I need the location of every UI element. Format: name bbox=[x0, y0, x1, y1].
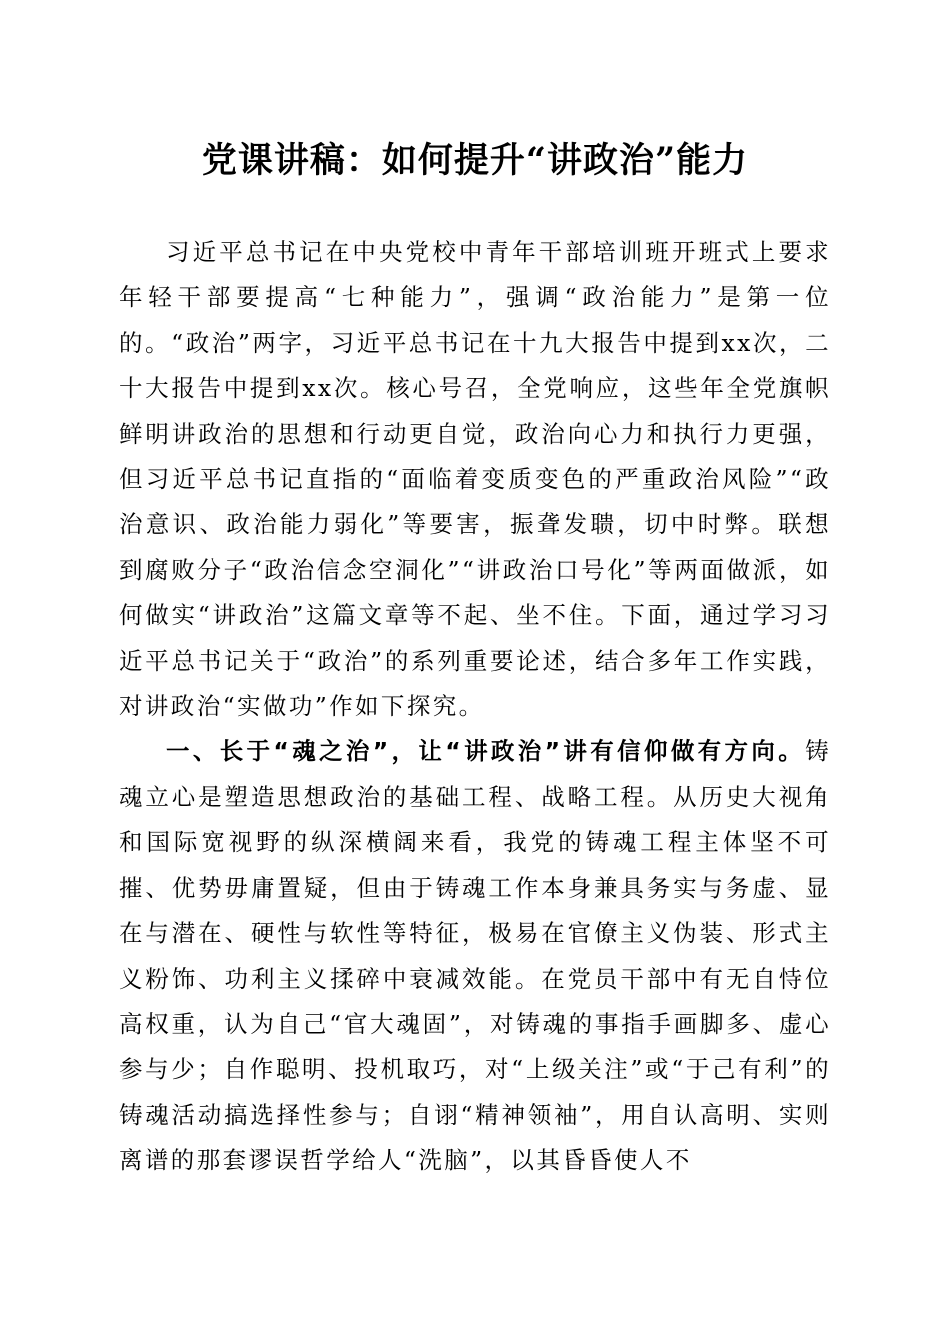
section-1-paragraph bbox=[119, 729, 831, 1183]
intro-paragraph: 习近平总书记在中央党校中青年干部培训班开班式上要求年轻干部要提高“七种能力”，强调“政治能力”是第一位的。“政治”两字，习近平总书记在十九大报告中提到xx次，二十大报告中提到xx次。核心号召，全党响应，这些年全党旗帜鲜明讲政治的思想和行动更自觉，政治向心力和执行力更强，但习近平总书记直指的“面临着变质变色的严重政治风险”“政治意识、政治能力弱化”等要害，振聋发聩，切中时弊。联想到腐败分子“政治信念空洞化”“讲政治口号化”等两面做派，如何做实“讲政治”这篇文章等不起、坐不住。下面，通过学习习近平总书记关于“政治”的系列重要论述，结合多年工作实践，对讲政治“实做功”作如下探究。 bbox=[119, 238, 831, 721]
section-1-heading: 一、长于“魂之治”，让“讲政治”讲有信仰做有方向。 bbox=[166, 737, 806, 766]
document-title: 党课讲稿：如何提升“讲政治”能力 bbox=[201, 140, 749, 181]
section-1-body: 铸魂立心是塑造思想政治的基础工程、战略工程。从历史大视角和国际宽视野的纵深横阔来看，我党的铸魂工程主体坚不可摧、优势毋庸置疑，但由于铸魂工作本身兼具务实与务虚、显在与潜在、硬性与软性等特征，极易在官僚主义伪装、形式主义粉饰、功利主义揉碎中衰减效能。在党员干部中有无自恃位高权重，认为自己“官大魂固”，对铸魂的事指手画脚多、虚心参与少；自作聪明、投机取巧，对“上级关注”或“于己有利”的铸魂活动搞选择性参与；自诩“精神领袖”，用自认高明、实则离谱的那套谬误哲学给人“洗脑”，以其昏昏使人不 bbox=[119, 737, 831, 1175]
document-body bbox=[119, 230, 831, 1184]
